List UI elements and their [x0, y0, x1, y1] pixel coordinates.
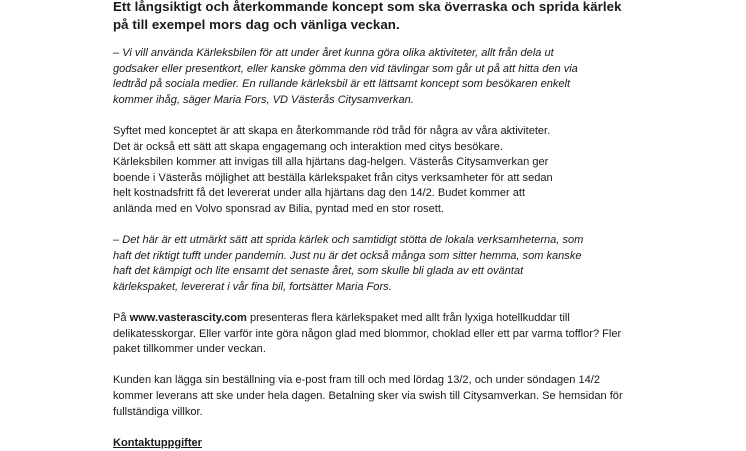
text-line: haft det riktigt tufft under pandemin. Just nu är det också många som sitter hemma, som kanske [113, 249, 582, 262]
headline [113, 0, 653, 34]
text-line: paket tillkommer under veckan. [113, 343, 266, 356]
headline-line: Ett långsiktigt och återkommande koncept som ska överraska och sprida kärlek [113, 0, 622, 14]
text-line: – Det här är ett utmärkt sätt att sprida kärlek och samtidigt stötta de lokala verksamheterna, som [113, 234, 584, 247]
text-line: Syftet med konceptet är att skapa en återkommande röd tråd för några av våra aktiviteter. [113, 124, 551, 137]
text-line: helt kostnadsfritt få det levererat under alla hjärtans dag den 14/2. Budet kommer att [113, 187, 526, 200]
document-content [113, 0, 653, 451]
headline-line: på till exempel mors dag och vänliga veckan. [113, 17, 400, 32]
quote-paragraph-1 [113, 46, 653, 108]
text-line: haft det kämpigt och lite ensamt det senaste året, som skulle bli glada av ett oväntat [113, 265, 524, 278]
contact-heading: Kontaktuppgifter [113, 436, 202, 449]
text-line: kommer ihåg, säger Maria Fors, VD Västerås Citysamverkan. [113, 93, 414, 106]
text-line: delikatesskorgar. Eller varför inte göra någon glad med blommor, choklad eller ett par varma tofflor? Fler [113, 327, 622, 340]
text-line: Det är också ett sätt att skapa engagemang och interaktion med citys besökare. [113, 140, 503, 153]
text-line: anlända med en Volvo sponsrad av Bilia, pyntad med en stor rosett. [113, 202, 444, 215]
body-paragraph-2 [113, 311, 653, 358]
text-line: Kunden kan lägga sin beställning via e-post fram till och med lördag 13/2, och under söndagen 14/2 [113, 374, 600, 387]
quote-paragraph-2 [113, 233, 653, 295]
text-line [113, 311, 653, 327]
text-line: fullständiga villkor. [113, 405, 203, 418]
text-line: kommer leverans att ske under hela dagen. Betalning sker via swish till Citysamverkan. Se hemsidan för [113, 390, 623, 403]
text-line: godsaker eller presentkort, eller kanske gömma den vid tävlingar som går ut på att hitta den via [113, 62, 578, 75]
website-link[interactable]: www.vasterascity.com [129, 312, 247, 325]
text-prefix: På [113, 312, 130, 325]
body-paragraph-3 [113, 373, 653, 420]
text-line: ledtråd på sociala medier. En rullande kärleksbil är ett lättsamt koncept som besökaren enkelt [113, 78, 571, 91]
text-line: boende i Västerås möjlighet att beställa kärlekspaket från citys verksamheter för att sedan [113, 171, 553, 184]
body-paragraph-1 [113, 124, 653, 218]
text-line: – Vi vill använda Kärleksbilen för att under året kunna göra olika aktiviteter, allt från dela ut [113, 47, 554, 59]
text-line: Kärleksbilen kommer att invigas till alla hjärtans dag-helgen. Västerås Citysamverkan ger [113, 156, 549, 169]
text-rest: presenteras flera kärlekspaket med allt från lyxiga hotellkuddar till [246, 312, 570, 325]
text-line: kärlekspaket, levererat i vår fina bil, fortsätter Maria Fors. [113, 280, 392, 293]
